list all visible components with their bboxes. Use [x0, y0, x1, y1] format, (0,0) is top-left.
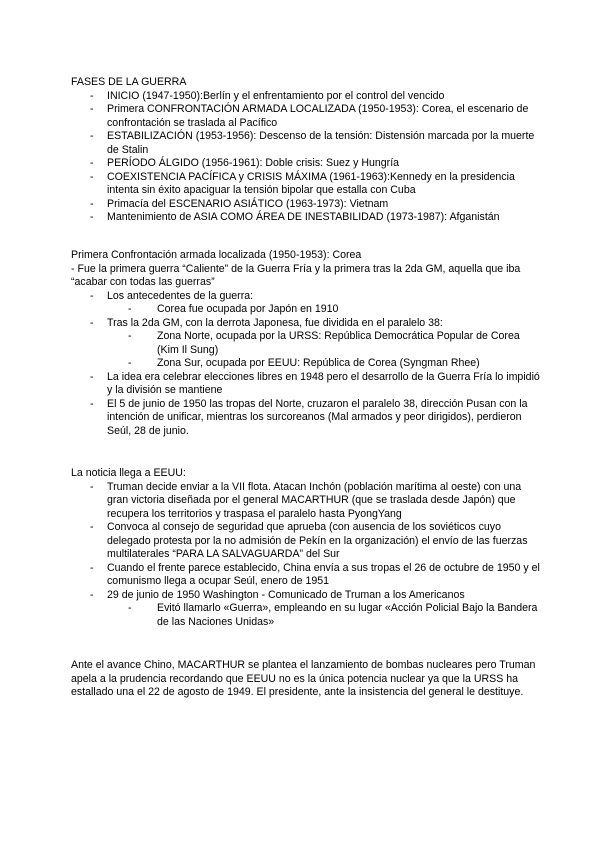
sub-list-item [71, 330, 541, 357]
dash-marker: - [90, 89, 94, 102]
list-item [71, 398, 541, 439]
list-item [71, 130, 541, 157]
dash-marker: - [128, 357, 132, 369]
dash-marker: - [128, 330, 132, 342]
list-item-text: Mantenimiento de ASIA COMO ÁREA DE INESTABILIDAD (1973-1987): Afganistán [107, 211, 500, 223]
list-item [71, 589, 541, 603]
eeuu-list [71, 481, 541, 630]
section-corea-intro: - Fue la primera guerra “Caliente” de la Guerra Fría y la primera tras la 2da GM, aquella que iba “acabar con todas las guerras” [71, 262, 521, 288]
list-item-text: Truman decide enviar a la VII flota. Atacan Inchón (población marítima al oeste) con una gran victoria diseñada por el general MACARTHUR (que se traslada desde Japón) que recupera los territorios y traspasa el paralelo hasta PyongYang [107, 480, 522, 520]
list-item-text: La idea era celebrar elecciones libres en 1948 pero el desarrollo de la Guerra Fría lo impidió y la división se mantiene [107, 370, 540, 396]
section-corea [71, 249, 541, 438]
section-corea-title: Primera Confrontación armada localizada (1950-1953): Corea [71, 249, 362, 261]
dash-marker: - [128, 303, 132, 315]
list-item [71, 317, 541, 331]
list-item-text: Convoca al consejo de seguridad que aprueba (con ausencia de los soviéticos cuyo delegado protesta por la no admisión de Pekín en la organización) el envío de las fuerzas multilaterales “PARA LA SALVAGUARDA” del Sur [107, 521, 528, 560]
list-item [71, 198, 541, 212]
dash-marker: - [90, 370, 94, 383]
list-item-text: Primacía del ESCENARIO ASIÁTICO (1963-1973): Vietnam [107, 197, 389, 210]
dash-marker: - [90, 170, 94, 183]
dash-marker: - [90, 130, 94, 142]
list-item [71, 211, 541, 225]
dash-marker: - [90, 480, 94, 493]
fases-list [71, 90, 541, 225]
list-item [71, 562, 541, 589]
list-item-text: Cuando el frente parece establecido, China envía a sus tropas el 26 de octubre de 1950 y el comunismo llega a ocupar Seúl, enero de 1951 [107, 561, 540, 587]
dash-marker: - [90, 103, 94, 115]
list-item [71, 481, 541, 522]
list-item [71, 157, 541, 171]
dash-marker: - [90, 588, 94, 601]
list-item-text: Tras la 2da GM, con la derrota Japonesa, fue dividida en el paralelo 38: [107, 316, 443, 329]
list-item-text: 29 de junio de 1950 Washington - Comunicado de Truman a los Americanos [107, 588, 465, 601]
closing-paragraph: Ante el avance Chino, MACARTHUR se plantea el lanzamiento de bombas nucleares pero Truman apela a la prudencia recordando que EEUU no es la única potencia nuclear ya que la URSS ha estallado una el 22 de agosto de 1949. El presidente, ante la insistencia del general le destituye. [71, 659, 536, 698]
section-eeuu [71, 467, 541, 629]
dash-marker: - [90, 397, 94, 410]
section-closing [71, 659, 541, 700]
corea-list [71, 290, 541, 439]
dash-marker: - [90, 316, 94, 329]
list-item-text: Primera CONFRONTACIÓN ARMADA LOCALIZADA (1950-1953): Corea, el escenario de confrontación se traslada al Pacífico [107, 103, 529, 129]
section-fases [71, 76, 541, 225]
list-item-text: COEXISTENCIA PACÍFICA y CRISIS MÁXIMA (1961-1963):Kennedy en la presidencia intenta sin éxito apaciguar la tensión bipolar que estalla con Cuba [107, 170, 515, 196]
list-item-text: PERÍODO ÁLGIDO (1956-1961): Doble crisis: Suez y Hungría [107, 157, 400, 169]
dash-marker: - [90, 211, 94, 223]
section-eeuu-title: La noticia llega a EEUU: [71, 467, 186, 479]
list-item-text: ESTABILIZACIÓN (1953-1956): Descenso de la tensión: Distensión marcada por la muerte de Stalin [107, 130, 535, 156]
dash-marker: - [128, 602, 132, 614]
list-item [71, 103, 541, 130]
list-item-text: Corea fue ocupada por Japón en 1910 [157, 303, 339, 315]
list-item [71, 371, 541, 398]
list-item-text: INICIO (1947-1950):Berlín y el enfrentamiento por el control del vencido [107, 89, 445, 102]
dash-marker: - [90, 197, 94, 210]
dash-marker: - [90, 561, 94, 574]
section-fases-title: FASES DE LA GUERRA [71, 76, 187, 88]
dash-marker: - [90, 289, 94, 302]
list-item-text: Zona Norte, ocupada por la URSS: República Democrática Popular de Corea (Kim Il Sung) [157, 330, 520, 356]
list-item-text: Evitó llamarlo «Guerra», empleando en su lugar «Acción Policial Bajo la Bandera de las Naciones Unidas» [157, 602, 538, 628]
dash-marker: - [90, 521, 94, 533]
list-item-text: Zona Sur, ocupada por EEUU: República de Corea (Syngman Rhee) [157, 357, 480, 369]
list-item [71, 90, 541, 104]
list-item [71, 171, 541, 198]
sub-list-item [71, 303, 541, 317]
sub-list-item [71, 357, 541, 371]
list-item-text: El 5 de junio de 1950 las tropas del Norte, cruzaron el paralelo 38, dirección Pusan con la intención de unificar, mientras los surcoreanos (Mal armados y peor dirigidos), perdieron Seúl, 28 de junio. [107, 397, 528, 437]
dash-marker: - [90, 157, 94, 169]
sub-list-item [71, 602, 541, 629]
list-item [71, 290, 541, 304]
list-item [71, 521, 541, 562]
list-item-text: Los antecedentes de la guerra: [107, 289, 254, 302]
